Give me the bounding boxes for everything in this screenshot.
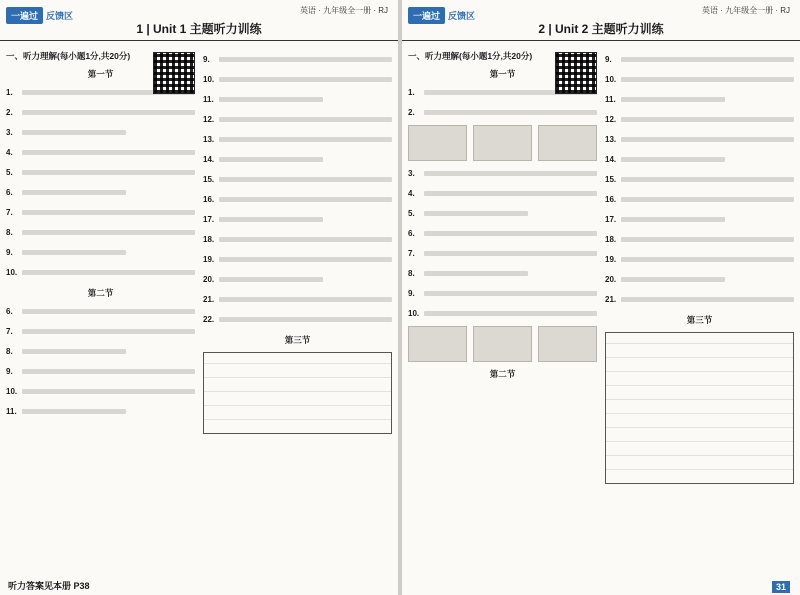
question-number: 21. — [605, 295, 617, 304]
text-line-placeholder — [219, 197, 392, 202]
question-number: 12. — [605, 115, 617, 124]
text-line-placeholder — [424, 231, 597, 236]
text-line-placeholder — [621, 297, 794, 302]
text-line-placeholder — [424, 211, 528, 216]
question-number: 3. — [6, 128, 13, 137]
text-line-placeholder — [621, 157, 725, 162]
left-col-b — [203, 48, 392, 575]
right-header — [402, 0, 800, 41]
page-title: 2 | Unit 2 主题听力训练 — [538, 22, 664, 36]
question-placeholder — [605, 91, 794, 108]
question-number: 19. — [203, 255, 215, 264]
text-line-placeholder — [219, 257, 392, 262]
text-line-placeholder — [621, 97, 725, 102]
qr-code-icon — [153, 52, 195, 94]
text-line-placeholder — [22, 270, 195, 275]
picture-options-placeholder — [408, 326, 597, 362]
text-line-placeholder — [22, 170, 195, 175]
publisher-line: 英语 · 九年级全一册 · RJ — [702, 6, 790, 15]
question-placeholder — [203, 311, 392, 328]
question-placeholder — [203, 251, 392, 268]
text-line-placeholder — [424, 191, 597, 196]
question-placeholder — [605, 271, 794, 288]
question-placeholder — [6, 343, 195, 360]
question-number: 11. — [203, 95, 214, 104]
question-number: 5. — [408, 209, 415, 218]
question-number: 10. — [203, 75, 215, 84]
question-number: 10. — [408, 309, 420, 318]
question-placeholder — [203, 231, 392, 248]
text-line-placeholder — [621, 217, 725, 222]
question-number: 16. — [203, 195, 215, 204]
tag-label: 一遍过 — [408, 7, 445, 24]
question-placeholder — [408, 165, 597, 182]
question-placeholder — [203, 171, 392, 188]
text-line-placeholder — [219, 117, 392, 122]
qr-code-icon — [555, 52, 597, 94]
text-line-placeholder — [621, 237, 794, 242]
question-placeholder — [6, 224, 195, 241]
question-number: 18. — [605, 235, 617, 244]
text-line-placeholder — [424, 171, 597, 176]
right-page — [402, 0, 800, 595]
question-placeholder — [605, 211, 794, 228]
question-placeholder — [203, 131, 392, 148]
question-number: 22. — [203, 315, 215, 324]
text-line-placeholder — [424, 110, 597, 115]
text-line-placeholder — [424, 271, 528, 276]
question-number: 3. — [408, 169, 415, 178]
question-number: 6. — [408, 229, 415, 238]
text-line-placeholder — [621, 277, 725, 282]
question-placeholder — [6, 104, 195, 121]
text-line-placeholder — [424, 311, 597, 316]
question-number: 1. — [408, 88, 415, 97]
text-line-placeholder — [22, 329, 195, 334]
question-number: 8. — [6, 347, 13, 356]
question-number: 13. — [605, 135, 617, 144]
question-number: 13. — [203, 135, 215, 144]
question-number: 9. — [6, 248, 13, 257]
question-placeholder — [203, 91, 392, 108]
text-line-placeholder — [219, 57, 392, 62]
text-line-placeholder — [22, 210, 195, 215]
question-placeholder — [203, 71, 392, 88]
question-number: 9. — [203, 55, 210, 64]
question-number: 7. — [6, 208, 13, 217]
question-placeholder — [605, 291, 794, 308]
answer-table-placeholder — [203, 352, 392, 434]
text-line-placeholder — [621, 117, 794, 122]
text-line-placeholder — [424, 251, 597, 256]
publisher-line: 英语 · 九年级全一册 · RJ — [300, 6, 388, 15]
question-placeholder — [203, 211, 392, 228]
question-number: 14. — [203, 155, 215, 164]
text-line-placeholder — [424, 291, 597, 296]
question-placeholder — [408, 225, 597, 242]
question-number: 15. — [605, 175, 617, 184]
text-line-placeholder — [22, 110, 195, 115]
question-placeholder — [605, 151, 794, 168]
question-placeholder — [6, 323, 195, 340]
subsection-title: 第二节 — [87, 288, 114, 298]
question-number: 9. — [408, 289, 415, 298]
question-number: 20. — [203, 275, 215, 284]
question-placeholder — [6, 244, 195, 261]
question-number: 9. — [6, 367, 13, 376]
section-title: 一、听力理解(每小题1分,共20分) — [6, 51, 131, 61]
text-line-placeholder — [219, 157, 323, 162]
page-title: 1 | Unit 1 主题听力训练 — [136, 22, 262, 36]
question-number: 9. — [605, 55, 612, 64]
question-placeholder — [6, 264, 195, 281]
question-number: 4. — [6, 148, 13, 157]
question-number: 17. — [605, 215, 617, 224]
text-line-placeholder — [621, 177, 794, 182]
question-placeholder — [408, 104, 597, 121]
text-line-placeholder — [621, 257, 794, 262]
question-number: 21. — [203, 295, 215, 304]
question-number: 2. — [408, 108, 415, 117]
question-placeholder — [605, 111, 794, 128]
question-placeholder — [605, 71, 794, 88]
section-title: 一、听力理解(每小题1分,共20分) — [408, 51, 533, 61]
subsection-title: 第三节 — [686, 315, 713, 325]
question-placeholder — [6, 303, 195, 320]
answer-table-placeholder — [605, 332, 794, 484]
question-number: 7. — [6, 327, 13, 336]
question-number: 5. — [6, 168, 13, 177]
question-number: 14. — [605, 155, 617, 164]
question-number: 11. — [605, 95, 616, 104]
text-line-placeholder — [219, 177, 392, 182]
question-placeholder — [6, 164, 195, 181]
question-placeholder — [203, 51, 392, 68]
question-placeholder — [6, 144, 195, 161]
question-placeholder — [408, 185, 597, 202]
text-line-placeholder — [22, 190, 126, 195]
tag-sub: 反馈区 — [448, 11, 476, 21]
question-number: 16. — [605, 195, 617, 204]
text-line-placeholder — [22, 349, 126, 354]
left-header — [0, 0, 398, 41]
text-line-placeholder — [219, 277, 323, 282]
text-line-placeholder — [219, 217, 323, 222]
question-number: 6. — [6, 188, 13, 197]
left-col-a — [6, 48, 195, 575]
question-number: 12. — [203, 115, 215, 124]
question-placeholder — [6, 184, 195, 201]
tag-sub: 反馈区 — [46, 11, 74, 21]
question-placeholder — [6, 204, 195, 221]
text-line-placeholder — [219, 137, 392, 142]
question-number: 10. — [6, 268, 18, 277]
question-number: 17. — [203, 215, 215, 224]
right-col-b — [605, 48, 794, 575]
subsection-title: 第一节 — [489, 69, 516, 79]
text-line-placeholder — [22, 369, 195, 374]
question-placeholder — [408, 285, 597, 302]
text-line-placeholder — [22, 409, 126, 414]
question-number: 8. — [6, 228, 13, 237]
page-number — [769, 582, 790, 592]
text-line-placeholder — [219, 297, 392, 302]
text-line-placeholder — [22, 230, 195, 235]
page-number-value: 31 — [772, 581, 790, 593]
question-placeholder — [408, 205, 597, 222]
question-placeholder — [408, 245, 597, 262]
question-placeholder — [605, 231, 794, 248]
text-line-placeholder — [22, 130, 126, 135]
question-placeholder — [408, 305, 597, 322]
text-line-placeholder — [621, 57, 794, 62]
text-line-placeholder — [621, 77, 794, 82]
question-placeholder — [203, 271, 392, 288]
question-placeholder — [203, 111, 392, 128]
question-placeholder — [6, 124, 195, 141]
question-placeholder — [6, 363, 195, 380]
question-number: 7. — [408, 249, 415, 258]
question-placeholder — [203, 191, 392, 208]
question-placeholder — [605, 131, 794, 148]
text-line-placeholder — [22, 309, 195, 314]
question-number: 11. — [6, 407, 17, 416]
picture-options-placeholder — [408, 125, 597, 161]
question-placeholder — [6, 403, 195, 420]
question-placeholder — [203, 151, 392, 168]
question-placeholder — [203, 291, 392, 308]
question-placeholder — [605, 191, 794, 208]
text-line-placeholder — [219, 317, 392, 322]
text-line-placeholder — [219, 237, 392, 242]
question-placeholder — [6, 383, 195, 400]
text-line-placeholder — [219, 97, 323, 102]
question-number: 4. — [408, 189, 415, 198]
text-line-placeholder — [22, 250, 126, 255]
question-number: 19. — [605, 255, 617, 264]
question-placeholder — [605, 251, 794, 268]
text-line-placeholder — [219, 77, 392, 82]
subsection-title: 第一节 — [87, 69, 114, 79]
text-line-placeholder — [22, 150, 195, 155]
tag-label: 一遍过 — [6, 7, 43, 24]
question-placeholder — [605, 171, 794, 188]
question-placeholder — [408, 265, 597, 282]
question-number: 1. — [6, 88, 13, 97]
right-col-a — [408, 48, 597, 575]
question-number: 8. — [408, 269, 415, 278]
subsection-title: 第三节 — [284, 335, 311, 345]
question-number: 10. — [605, 75, 617, 84]
question-placeholder — [605, 51, 794, 68]
question-number: 20. — [605, 275, 617, 284]
subsection-title: 第二节 — [489, 369, 516, 379]
text-line-placeholder — [22, 389, 195, 394]
question-number: 6. — [6, 307, 13, 316]
question-number: 10. — [6, 387, 18, 396]
question-number: 15. — [203, 175, 215, 184]
text-line-placeholder — [621, 197, 794, 202]
left-page — [0, 0, 398, 595]
question-number: 2. — [6, 108, 13, 117]
question-number: 18. — [203, 235, 215, 244]
text-line-placeholder — [621, 137, 794, 142]
footer-note: 听力答案见本册 P38 — [8, 581, 90, 591]
